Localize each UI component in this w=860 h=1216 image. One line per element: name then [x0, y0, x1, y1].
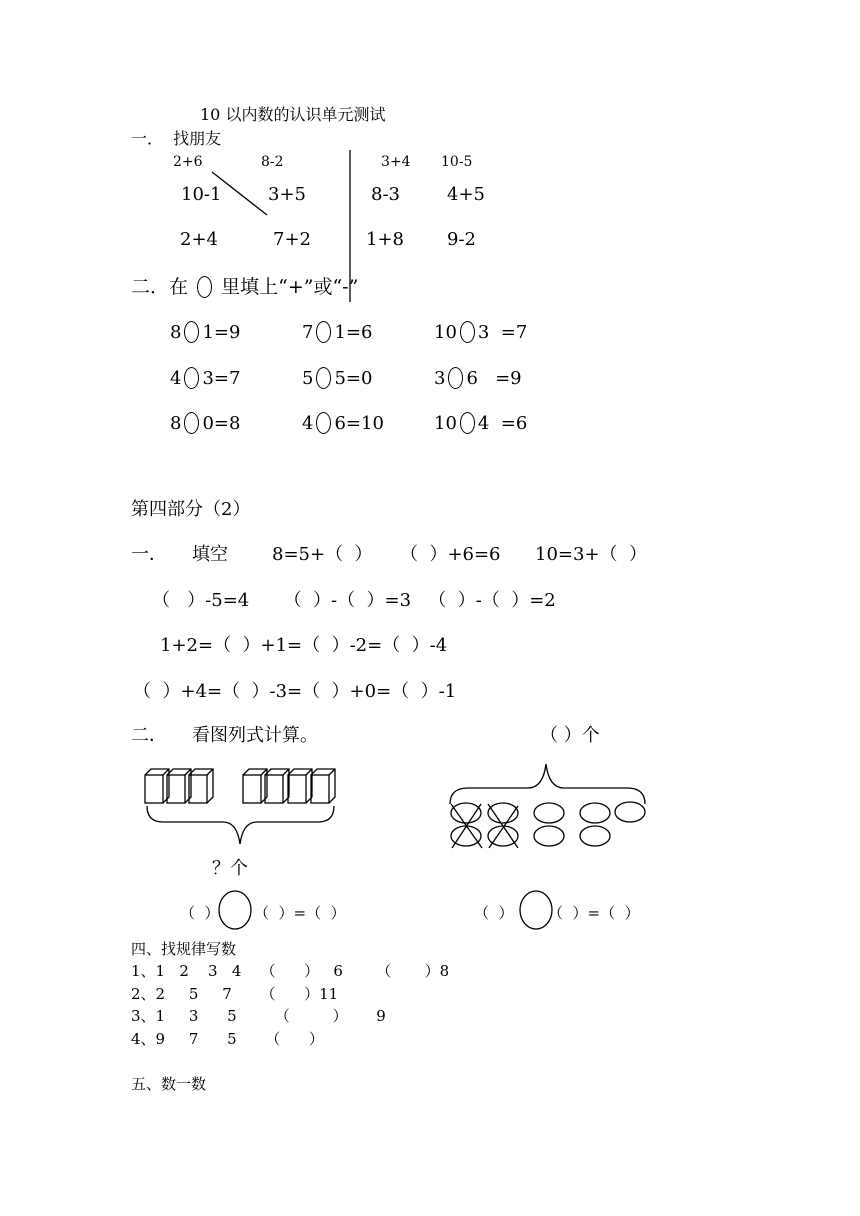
- op-item: 8 0=8: [170, 413, 241, 434]
- card-8minus3: 8-3: [371, 184, 400, 205]
- op-item: 4 6=10: [302, 413, 384, 434]
- match-line: [212, 172, 267, 215]
- question-count: ？个: [212, 858, 248, 879]
- pattern-line-4: 4、9 7 5 （ ）: [131, 1030, 324, 1048]
- op-item: 4 3=7: [170, 368, 241, 389]
- equation-right-b: （ ）=（ ）: [548, 904, 640, 922]
- card-1plus8: 1+8: [366, 229, 404, 250]
- card-10minus1: 10-1: [181, 184, 222, 205]
- equation-left-a: （ ）: [180, 904, 220, 922]
- part4-heading: 四、找规律写数: [131, 940, 237, 958]
- equation-left-b: （ ）=（ ）: [254, 904, 346, 922]
- cross-mark: [488, 804, 518, 848]
- label-10minus5: 10-5: [441, 154, 473, 170]
- fill-label: 一．: [131, 544, 167, 565]
- label-2plus6: 2+6: [173, 154, 203, 170]
- oval-group: [451, 802, 645, 848]
- pattern-line-3: 3、1 3 5 （ ） 9: [131, 1007, 386, 1025]
- picture-label: 二．: [131, 725, 167, 746]
- op-item: 5 5=0: [302, 368, 373, 389]
- part2-heading: 二．在 里填上“+”或“-”: [131, 276, 359, 298]
- fill-row-3: 1+2=（ ）+1=（ ）-2=（ ）-4: [160, 635, 448, 656]
- fill-word: 填空: [192, 544, 228, 565]
- section4-heading: 第四部分（2）: [131, 499, 251, 520]
- operator-circle-right: [520, 891, 552, 929]
- op-item: 7 1=6: [302, 322, 373, 343]
- card-7plus2: 7+2: [273, 229, 311, 250]
- card-9minus2: 9-2: [447, 229, 476, 250]
- picture-word: 看图列式计算。: [192, 725, 318, 746]
- page-title: 10 以内数的认识单元测试: [200, 105, 386, 124]
- total-count-blank: （ ）个: [540, 725, 600, 746]
- pattern-line-1: 1、1 2 3 4 （ ） 6 （ ）8: [131, 962, 450, 980]
- brace-top: [450, 764, 645, 804]
- card-4plus5: 4+5: [447, 184, 485, 205]
- cube-group-left: [145, 769, 213, 803]
- op-item: 10 4 =6: [434, 413, 528, 434]
- fill-eq-2: （ ）+6=6: [400, 544, 501, 565]
- fill-eq-1: 8=5+（ ）: [272, 544, 373, 565]
- part1-heading: 一． 找朋友: [131, 129, 222, 148]
- fill-row-2: （ ）-5=4 （ ）-（ ）=3 （ ）-（ ）=2: [152, 590, 556, 611]
- part5-heading: 五、数一数: [131, 1075, 207, 1093]
- label-3plus4: 3+4: [381, 154, 411, 170]
- cube-group-right: [243, 769, 335, 803]
- equation-right-a: （ ）: [474, 904, 514, 922]
- card-3plus5: 3+5: [268, 184, 306, 205]
- card-2plus4: 2+4: [180, 229, 218, 250]
- op-item: 10 3 =7: [434, 322, 528, 343]
- label-8minus2: 8-2: [261, 154, 284, 170]
- op-item: 8 1=9: [170, 322, 241, 343]
- fill-eq-3: 10=3+（ ）: [535, 544, 647, 565]
- operator-circle-left: [219, 891, 251, 929]
- brace-bottom: [147, 806, 334, 844]
- op-item: 3 6 =9: [434, 368, 522, 389]
- fill-row-4: （ ）+4=（ ）-3=（ ）+0=（ ）-1: [133, 681, 457, 702]
- pattern-line-2: 2、2 5 7 （ ）11: [131, 985, 339, 1003]
